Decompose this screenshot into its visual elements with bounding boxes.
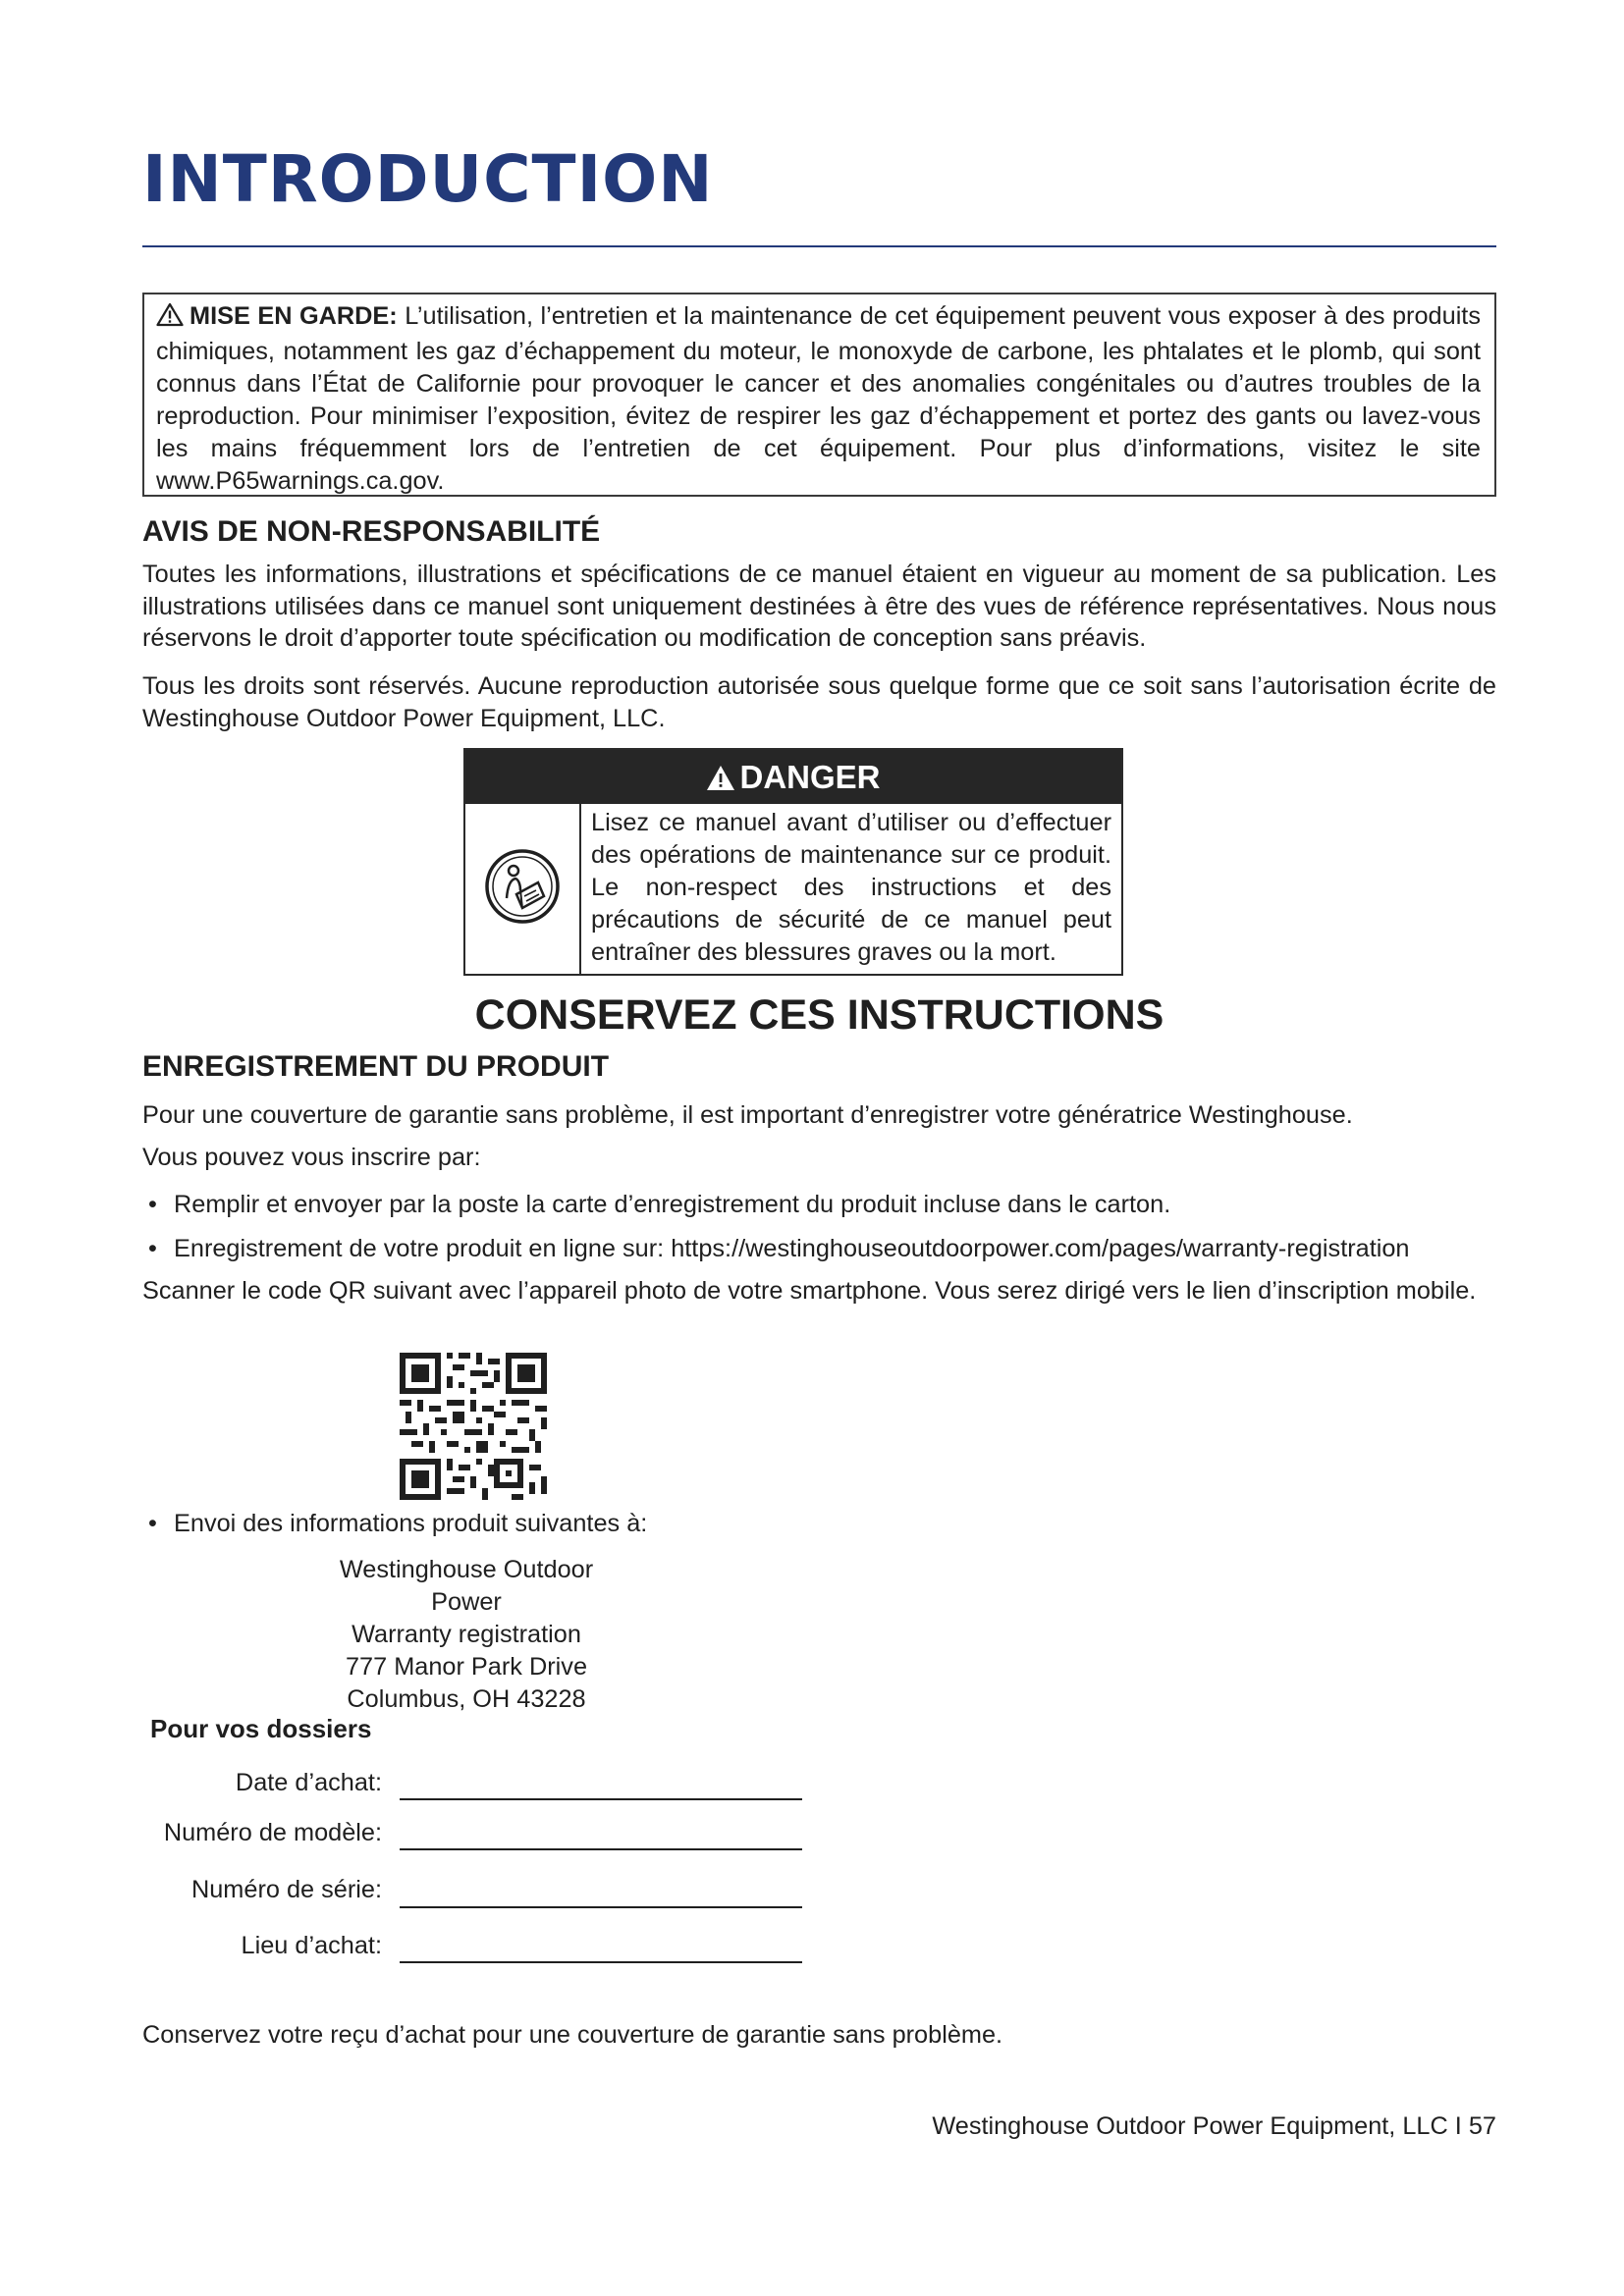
page-title: INTRODUCTION — [142, 141, 714, 217]
disclaimer-paragraph-2: Tous les droits sont réservés. Aucune reproduction autorisée sous quelque forme que ce soit sans l’autorisation écrite de Westinghouse Outdoor Power Equipment, LLC. — [142, 672, 1496, 732]
purchase-date-field[interactable] — [400, 1798, 802, 1800]
serial-number-field[interactable] — [400, 1906, 802, 1908]
qr-code-icon[interactable] — [400, 1353, 547, 1505]
address-line: Westinghouse Outdoor Power — [339, 1556, 594, 1616]
qr-instructions: Scanner le code QR suivant avec l’appareil photo de votre smartphone. Vous serez dirigé vers le lien d’inscription mobile. — [142, 1277, 1477, 1305]
address-line: Warranty registration — [352, 1621, 581, 1648]
save-instructions-heading: CONSERVEZ CES INSTRUCTIONS — [474, 991, 1164, 1039]
registration-intro: Pour une couverture de garantie sans problème, il est important d’enregistrer votre génératrice Westinghouse. — [142, 1101, 1353, 1129]
purchase-date-label: Date d’achat: — [235, 1769, 382, 1796]
address-line: 777 Manor Park Drive — [345, 1653, 588, 1681]
warning-triangle-icon — [156, 302, 184, 336]
mailing-address — [319, 1554, 614, 1716]
registration-heading: ENREGISTREMENT DU PRODUIT — [142, 1050, 610, 1083]
list-item: • Remplir et envoyer par la poste la carte d’enregistrement du produit incluse dans le carton. — [148, 1191, 1171, 1218]
disclaimer-heading: AVIS DE NON-RESPONSABILITÉ — [142, 515, 601, 548]
address-line: Columbus, OH 43228 — [347, 1685, 586, 1713]
danger-label: DANGER — [739, 759, 881, 795]
page-footer: Westinghouse Outdoor Power Equipment, LLC I 57 — [932, 2112, 1496, 2140]
danger-box — [463, 748, 1123, 976]
warning-label: MISE EN GARDE: — [189, 302, 398, 330]
receipt-note: Conservez votre reçu d’achat pour une couverture de garantie sans problème. — [142, 2021, 1003, 2049]
serial-number-label: Numéro de série: — [190, 1876, 382, 1903]
model-number-field[interactable] — [400, 1848, 802, 1850]
bullet-mail-info: Envoi des informations produit suivantes à: — [174, 1510, 648, 1537]
bullet-online-link[interactable]: Enregistrement de votre produit en ligne sur: https://westinghouseoutdoorpower.com/pages/warranty-registration — [174, 1235, 1410, 1262]
read-manual-icon — [483, 847, 562, 931]
warning-box — [142, 293, 1496, 497]
registration-subscribe: Vous pouvez vous inscrire par: — [142, 1144, 481, 1171]
danger-triangle-icon — [706, 753, 735, 807]
purchase-place-field[interactable] — [400, 1961, 802, 1963]
list-item: • Envoi des informations produit suivantes à: — [148, 1510, 648, 1537]
bullet-mail-card: Remplir et envoyer par la poste la carte d’enregistrement du produit incluse dans le carton. — [174, 1191, 1171, 1218]
purchase-place-label: Lieu d’achat: — [241, 1932, 382, 1959]
danger-icon-cell — [465, 804, 581, 974]
warning-text: L’utilisation, l’entretien et la maintenance de cet équipement peuvent vous exposer à des produits chimiques, notamment les gaz d’échappement du moteur, le monoxyde de carbone, les phtalates et le plomb, qui sont connus dans l’État de Californie pour provoquer le cancer et des anomalies congénitales ou d’autres troubles de la reproduction. Pour minimiser l’exposition, évitez de respirer les gaz d’échappement et portez des gants ou lavez-vous les mains fréquemment lors de l’entretien de cet équipement. Pour plus d’informations, visitez le site www.P65warnings.ca.gov. — [156, 302, 1481, 495]
title-divider — [142, 245, 1496, 247]
list-item: • Enregistrement de votre produit en ligne sur: https://westinghouseoutdoorpower.com/pages/warranty-registration — [148, 1235, 1410, 1262]
disclaimer-paragraph-1: Toutes les informations, illustrations et spécifications de ce manuel étaient en vigueur au moment de sa publication. Les illustrations utilisées dans ce manuel sont uniquement destinées à être des vues de référence représentatives. Nous nous réservons le droit d’apporter toute spécification ou modification de conception sans préavis. — [142, 561, 1496, 652]
model-number-label: Numéro de modèle: — [163, 1819, 382, 1846]
records-heading: Pour vos dossiers — [150, 1714, 372, 1743]
danger-text: Lisez ce manuel avant d’utiliser ou d’effectuer des opérations de maintenance sur ce produit. Le non-respect des instructions et des précautions de sécurité de ce manuel peut entraîner des blessures graves ou la mort. — [591, 809, 1111, 966]
danger-header — [465, 750, 1121, 804]
